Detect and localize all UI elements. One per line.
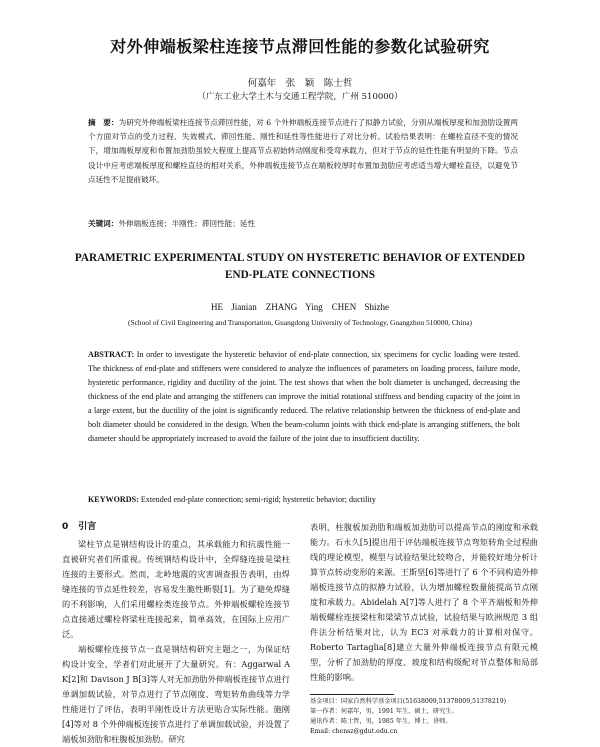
footnote-first-author: 第一作者：何嘉年，男，1991 年生，硕士，研究生。: [310, 708, 458, 715]
paper-title-cn: 对外伸端板梁柱连接节点滞回性能的参数化试验研究: [110, 37, 490, 56]
body-column-left: [62, 520, 290, 747]
section-number: 0: [62, 522, 69, 532]
abstract-cn-label: 摘 要：: [88, 118, 119, 127]
keywords-cn-label: 关键词：: [88, 219, 119, 228]
footnotes: [310, 697, 540, 737]
body-paragraph: 端板螺栓连接节点一直是钢结构研究主题之一，为保证结构设计安全，学者们对此展开了大量研究。有：Aggarwal A K[2]和 Davison J B[3]等人对无加劲肋外伸端板连接节点进行单调加载试验，对节点进行了节点刚度、弯矩转角曲线等力学性能进行了评估，表明半刚性设计方法更贴合实际性能。施刚[4]等对 8 个外伸端板连接节点进行了单调加载试验，并设置了端板加劲肋和柱腹板加劲肋。研究: [62, 644, 290, 744]
footnote-corresponding-author: 通讯作者：陈士哲，男，1985 年生，博士，讲师。: [310, 718, 452, 725]
keywords-en-text: Extended end-plate connection; semi-rigid; hysteretic behavior; ductility: [138, 495, 376, 504]
footnote-email: Email: chensz@gdut.edu.cn: [310, 728, 398, 735]
keywords-cn-text: 外伸端板连接；半刚性；滞回性能；延性: [118, 219, 256, 228]
authors-en: HE Jianian ZHANG Ying CHEN Shizhe: [211, 302, 389, 312]
abstract-cn-text: 为研究外伸端板梁柱连接节点滞回性能，对 6 个外伸端板连接节点进行了拟静力试验，分别从端板厚度和加劲肋设置两个方面对节点的受力过程、失效模式、滞回性能、刚性和延性等性能进行了对比分析。试验结果表明：在螺栓直径不变的情况下，增加端板厚度和布置加劲肋虽较大程度上提高节点初始转动刚度和受弯承载力，但对于节点的延性性能有明显的下降。节点设计中应考虑端板厚度和螺栓直径的相对关系，外伸端板连接节点在端板较厚时布置加劲肋应考虑适当增大螺栓直径，以避免节点延性不足提前破坏。: [88, 118, 519, 184]
paper-title-en: PARAMETRIC EXPERIMENTAL STUDY ON HYSTERETIC BEHAVIOR OF EXTENDED END-PLATE CONNECTIONS: [74, 252, 526, 281]
abstract-en: [88, 348, 520, 446]
section-heading-intro: [62, 520, 290, 535]
keywords-cn: [88, 218, 518, 229]
footnote-divider: [310, 694, 394, 695]
abstract-en-text: In order to investigate the hysteretic behavior of end-plate connection, six specimens for cyclic loading were tested. The thickness of end-plate and stiffeners were considered to analyze the influences of parameters on loading process, failure mode, hysteretic performance, rigidity and ductility of the joint. The test shows that when the bolt diameter is unchanged, decreasing the thickness of the end plate and arranging the stiffeners can improve the initial rotational stiffness and bending capacity of the joint in a large extent, but the ductility of the joint is significantly reduced. The relative relationship between the thickness of end-plate and bolt diameter should be considered in the design. When the beam-column joints with thick end-plate is arranging stiffeners, the bolt diameter should be appropriately increased to avoid the failure of the joint due to insufficient ductility.: [88, 350, 520, 443]
affiliation-en: (School of Civil Engineering and Transportation, Guangdong University of Technology, Guangzhou 510000, China): [128, 318, 472, 327]
abstract-en-label: ABSTRACT:: [88, 350, 135, 359]
body-paragraph: 表明，柱腹板加劲肋和端板加劲肋可以提高节点的刚度和承载能力。石永久[5]提出用于评估端板连接节点弯矩转角全过程曲线的理论模型，模型与试验结果比较吻合，并能较好地分析计算节点转动变形的来源。王斯坚[6]等进行了 6 个不同构造外伸端板连接节点的拟静力试验，认为增加螺栓数量能提高节点刚度和承载力。Abidelah A[7]等人进行了 8 个平齐端板和外伸端板螺栓连接梁柱和梁梁节点试验，试验结果与欧洲规范 3 组件法分析结果对比，认为 EC3 对承载力的计算相对保守。Roberto Tartaglia[8]建立大量外伸端板连接节点有限元模型，分析了加劲肋的厚度、坡度和结构级配对节点整体和局部性能的影响。: [310, 522, 538, 682]
footnote-funding: 基金项目：国家自然科学基金项目(51638009,51378009,51378219): [310, 698, 507, 705]
keywords-en-label: KEYWORDS:: [88, 495, 139, 504]
body-column-right: [310, 520, 538, 685]
abstract-cn: [88, 116, 518, 187]
affiliation-cn: （广东工业大学土木与交通工程学院，广州 510000）: [197, 92, 403, 102]
section-title: 引言: [78, 522, 97, 532]
body-paragraph: 梁柱节点是钢结构设计的重点，其承载能力和抗震性能一直被研究者们所重视。传统钢结构设计中，全焊缝连接是梁柱连接的主要形式。然而，北岭地震的灾害调查报告表明，由焊缝连接的节点延性较差，容易发生脆性断裂[1]。为了避免焊缝的不利影响，人们采用螺栓类连接节点。外伸端板螺栓连接节点直接通过螺栓将梁柱连接起来，简单高效，在国际上应用广泛。: [62, 539, 290, 639]
authors-cn: 何嘉年 张 颖 陈士哲: [247, 78, 353, 89]
keywords-en: [88, 495, 520, 504]
